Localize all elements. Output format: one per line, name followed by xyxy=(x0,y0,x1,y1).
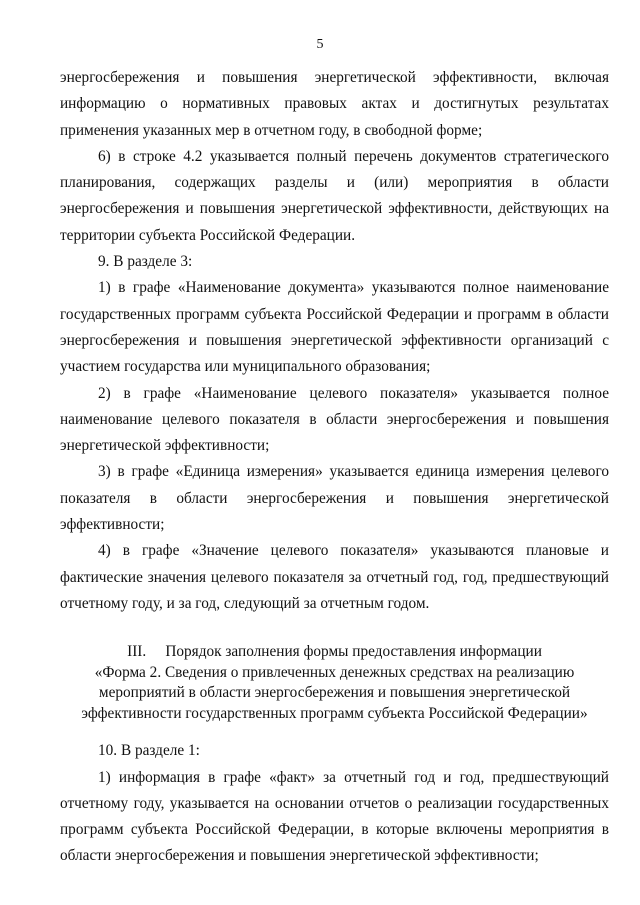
paragraph-item-4: 4) в графе «Значение целевого показателя» указываются плановые и фактические значения целевого показателя за отчетный год, год, предшествующий отчетному году, и за год, следующий за отчетным годом. xyxy=(60,542,609,612)
paragraph-continuation: энергосбережения и повышения энергетической эффективности, включая информацию о нормативных правовых актах и достигнутых результатах применения указанных мер в отчетном году, в свободной форме; xyxy=(60,69,609,139)
spacer xyxy=(60,617,609,642)
paragraph-section-10: 10. В разделе 1: xyxy=(98,742,200,760)
paragraph-section-9: 9. В разделе 3: xyxy=(98,253,193,271)
section-heading-line: «Форма 2. Сведения о привлеченных денежных средствах на реализацию xyxy=(94,663,575,681)
paragraph-item-2: 2) в графе «Наименование целевого показателя» указывается полное наименование целевого показателя в области энергосбережения и повышения энергетической эффективности; xyxy=(60,384,609,455)
section-heading-line: III. Порядок заполнения формы предоставления информации xyxy=(127,643,542,661)
page-number: 5 xyxy=(316,37,324,52)
spacer xyxy=(60,724,609,738)
document-body xyxy=(60,65,609,870)
paragraph-item-1: 1) в графе «Наименование документа» указываются полное наименование государственных программ субъекта Российской Федерации и программ в области энергосбережения и повышения энергетической эффективности организаций с участием государства или муниципального образования; xyxy=(60,279,609,376)
paragraph-item-3: 3) в графе «Единица измерения» указывается единица измерения целевого показателя в области энергосбережения и повышения энергетической эффективности; xyxy=(60,463,609,534)
paragraph-item-1-fact: 1) информация в графе «факт» за отчетный год и год, предшествующий отчетному году, указывается на основании отчетов о реализации государственных программ субъекта Российской Федерации, в которые включены мероприятия в области энергосбережения и повышения энергетической эффективности; xyxy=(60,768,609,865)
paragraph-item-6: 6) в строке 4.2 указывается полный перечень документов стратегического планирования, содержащих разделы и (или) мероприятия в области энергосбережения и повышения энергетической эффективности, действующих на территории субъекта Российской Федерации. xyxy=(60,147,609,244)
section-heading-line: эффективности государственных программ субъекта Российской Федерации» xyxy=(81,704,588,722)
section-heading-line: мероприятий в области энергосбережения и повышения энергетической xyxy=(98,684,571,702)
section-heading xyxy=(60,642,609,724)
